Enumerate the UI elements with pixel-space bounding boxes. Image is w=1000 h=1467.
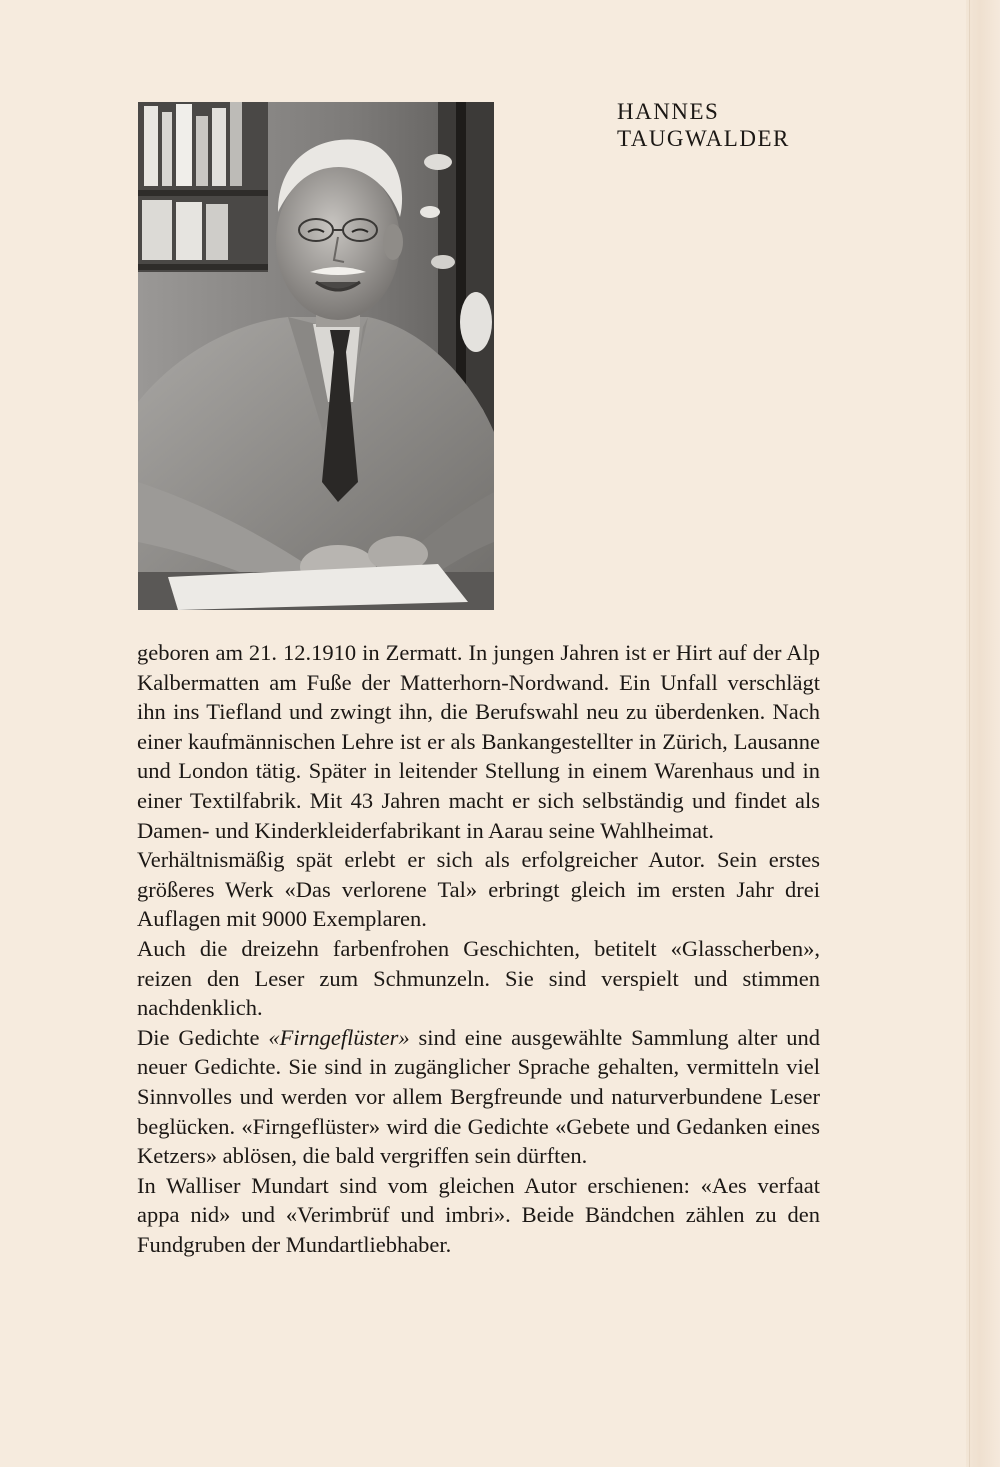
bio-paragraph-1: geboren am 21. 12.1910 in Zermatt. In jungen Jahren ist er Hirt auf der Alp Kalbermatten am Fuße der Matterhorn-Nordwand. Ein Unfall verschlägt ihn ins Tiefland und zwingt ihn, die Berufswahl neu zu überdenken. Nach einer kaufmännischen Lehre ist er als Bankangestellter in Zürich, Lausanne und London tätig. Später in leitender Stellung in einem Warenhaus und in einer Textilfabrik. Mit 43 Jahren macht er sich selbständig und findet als Damen- und Kinderkleiderfabrikant in Aarau seine Wahlheimat. xyxy=(137,640,820,843)
bio-paragraph-4-prefix: Die Gedichte xyxy=(137,1024,269,1050)
bio-paragraph-2: Verhältnismäßig spät erlebt er sich als erfolgreicher Autor. Sein erstes größeres Werk «Das verlorene Tal» erbringt gleich im ersten Jahr drei Auflagen mit 9000 Exemplaren. xyxy=(137,847,820,932)
bio-paragraph-4-suffix: sind eine ausgewählte Sammlung alter und neuer Gedichte. Sie sind in zugänglicher Sprache gehalten, vermitteln viel Sinnvolles und werden vor allem Bergfreunde und naturverbundene Leser beglücken. «Firngeflüster» wird die Gedichte «Gebete und Gedanken eines Ketzers» ablösen, die bald vergriffen sein dürften. xyxy=(137,1024,820,1169)
bio-paragraph-4 xyxy=(137,1023,820,1171)
portrait-illustration xyxy=(138,102,494,610)
bookshelf xyxy=(138,102,268,272)
bio-paragraph-5: In Walliser Mundart sind vom gleichen Autor erschienen: «Aes verfaat appa nid» und «Verimbrüf und imbri». Beide Bändchen zählen zu den Fundgruben der Mundartliebhaber. xyxy=(137,1172,820,1257)
page-edge-line xyxy=(969,0,970,1467)
head xyxy=(276,140,403,320)
author-first-name: HANNES xyxy=(617,99,720,124)
book-title-firngefluester: «Firngeflüster» xyxy=(268,1024,410,1050)
page-edge xyxy=(966,0,1000,1467)
author-portrait-photo xyxy=(138,102,494,610)
biography-text xyxy=(137,638,820,1259)
bio-paragraph-3: Auch die dreizehn farbenfrohen Geschichten, betitelt «Glasscherben», reizen den Leser zum Schmunzeln. Sie sind verspielt und stimmen nachdenklich. xyxy=(137,935,820,1021)
author-last-name: TAUGWALDER xyxy=(617,126,790,151)
author-name xyxy=(617,98,790,152)
